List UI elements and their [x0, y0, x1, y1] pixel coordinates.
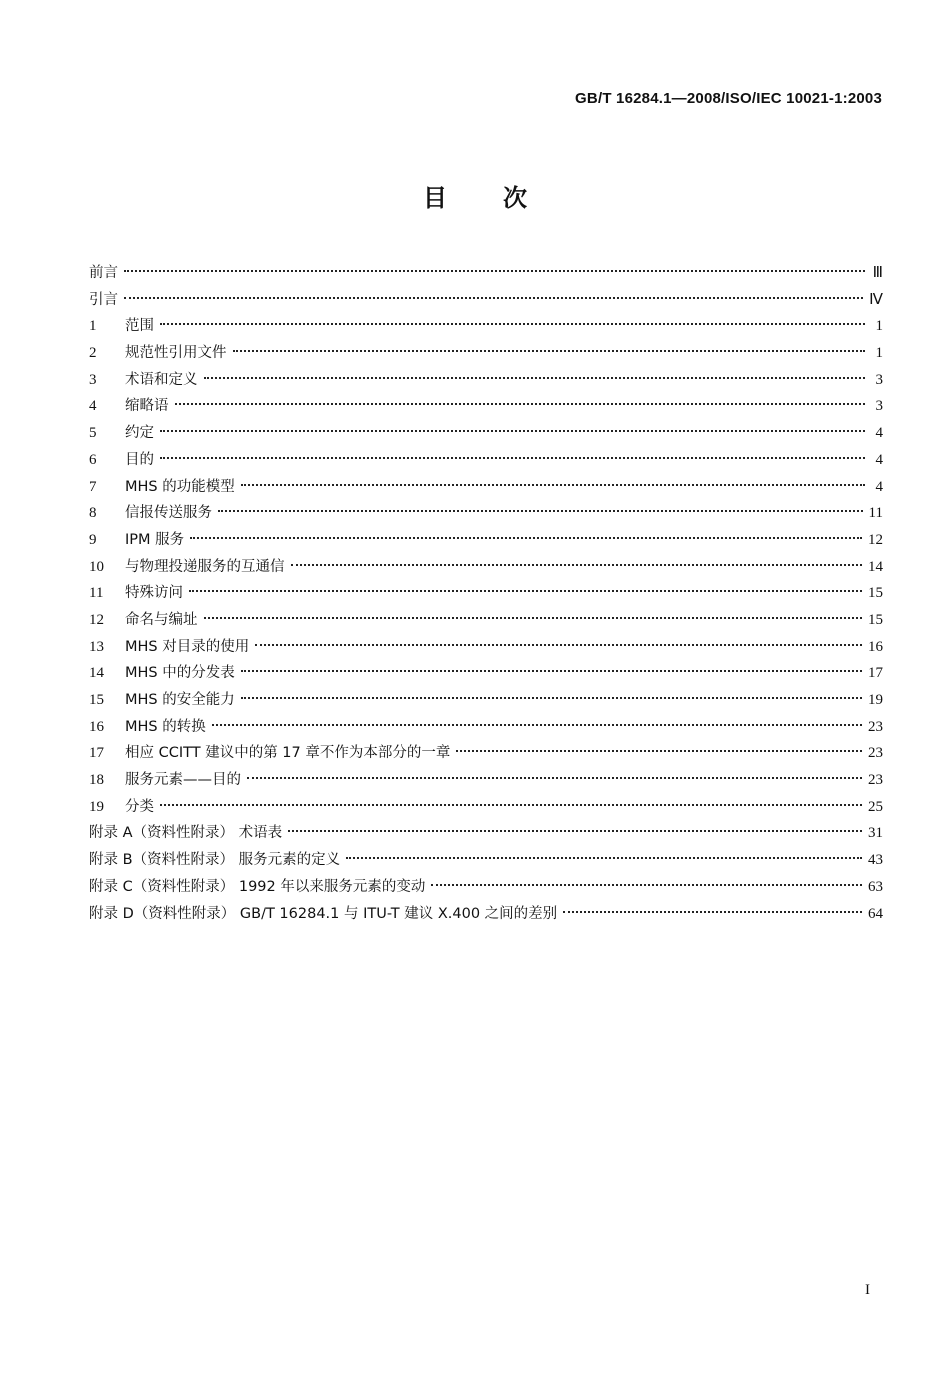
toc-entry-page: 63	[868, 878, 883, 895]
toc-entry-number: 3	[89, 371, 97, 388]
dot-leader	[255, 644, 862, 646]
toc-entry-page: 17	[868, 665, 883, 682]
toc-entry-label: 附录 B（资料性附录） 服务元素的定义	[89, 852, 341, 869]
toc-entry-label: 引言	[89, 291, 118, 308]
toc-entry[interactable]	[89, 714, 883, 741]
dot-leader	[124, 297, 863, 299]
dot-leader	[212, 724, 862, 726]
toc-entry-label: MHS 的转换	[125, 718, 206, 735]
dot-leader	[190, 537, 862, 539]
toc-entry-page: 23	[868, 718, 883, 735]
toc-entry-page: 14	[868, 558, 883, 575]
toc-entry[interactable]	[89, 901, 883, 928]
toc-entry-page: 23	[868, 772, 883, 789]
toc-entry[interactable]	[89, 340, 883, 367]
dot-leader	[124, 270, 865, 272]
toc-entry-number: 7	[89, 478, 97, 495]
page-number: I	[865, 1282, 870, 1298]
toc-entry[interactable]	[89, 607, 883, 634]
toc-entry[interactable]	[89, 500, 883, 527]
toc-entry-label: MHS 的功能模型	[125, 478, 235, 495]
toc-entry-number: 1	[89, 318, 97, 335]
toc-entry-label: 前言	[89, 265, 118, 281]
toc-entry[interactable]	[89, 260, 883, 287]
toc-entry-label: MHS 中的分发表	[125, 665, 235, 682]
toc-entry-number: 5	[89, 425, 97, 442]
dot-leader	[563, 911, 862, 913]
dot-leader	[218, 510, 863, 512]
dot-leader	[189, 590, 862, 592]
toc-entry-number: 8	[89, 505, 97, 522]
toc-entry[interactable]	[89, 367, 883, 394]
toc-entry[interactable]	[89, 874, 883, 901]
toc-entry[interactable]	[89, 687, 883, 714]
toc-entry-number: 6	[89, 451, 97, 468]
toc-entry[interactable]	[89, 820, 883, 847]
toc-entry-label: 目的	[125, 451, 154, 468]
toc-entry-label: 服务元素——目的	[125, 772, 241, 789]
toc-entry-label: 规范性引用文件	[125, 345, 227, 362]
dot-leader	[241, 697, 862, 699]
toc-entry-label: 缩略语	[125, 398, 169, 415]
toc-entry-label: 附录 A（资料性附录） 术语表	[89, 825, 283, 842]
toc-entry-label: MHS 对目录的使用	[125, 638, 250, 655]
toc-entry[interactable]	[89, 580, 883, 607]
toc-entry[interactable]	[89, 794, 883, 821]
toc-entry-label: 分类	[125, 798, 154, 815]
toc-entry[interactable]	[89, 420, 883, 447]
toc-entry-number: 11	[89, 585, 104, 602]
toc-entry-number: 2	[89, 345, 97, 362]
dot-leader	[431, 884, 862, 886]
toc-entry-page: 16	[868, 638, 883, 655]
toc-entry-number: 14	[89, 665, 104, 682]
dot-leader	[456, 750, 862, 752]
toc-entry-page: 31	[868, 825, 883, 842]
toc-entry-page: 12	[868, 531, 883, 548]
dot-leader	[160, 457, 865, 459]
toc-entry-page: 15	[868, 585, 883, 602]
dot-leader	[241, 670, 862, 672]
toc-entry[interactable]	[89, 554, 883, 581]
toc-entry-page: 4	[875, 451, 883, 468]
toc-entry-number: 15	[89, 692, 104, 708]
table-of-contents	[89, 260, 883, 927]
toc-entry-label: 范围	[125, 318, 154, 335]
toc-entry-label: 术语和定义	[125, 371, 198, 388]
toc-entry-page: Ⅳ	[869, 291, 883, 308]
toc-entry[interactable]	[89, 847, 883, 874]
toc-entry-label: 约定	[125, 425, 154, 442]
dot-leader	[160, 804, 862, 806]
standard-id-header: GB/T 16284.1—2008/ISO/IEC 10021-1:2003	[575, 90, 882, 107]
dot-leader	[175, 403, 866, 405]
toc-entry-label: 相应 CCITT 建议中的第 17 章不作为本部分的一章	[125, 745, 451, 762]
toc-entry-page: 64	[868, 905, 883, 922]
dot-leader	[346, 857, 862, 859]
toc-entry-number: 16	[89, 718, 104, 735]
dot-leader	[247, 777, 862, 779]
toc-entry-number: 18	[89, 772, 104, 789]
page-title	[0, 178, 950, 213]
toc-entry[interactable]	[89, 474, 883, 501]
toc-entry-number: 12	[89, 611, 104, 628]
dot-leader	[241, 484, 865, 486]
toc-entry[interactable]	[89, 527, 883, 554]
toc-entry-page: 23	[868, 745, 883, 762]
toc-entry-label: 特殊访问	[125, 585, 183, 602]
toc-entry-number: 13	[89, 638, 104, 655]
toc-entry[interactable]	[89, 287, 883, 314]
toc-entry-label: 附录 D（资料性附录） GB/T 16284.1 与 ITU-T 建议 X.400 之间的差别	[89, 905, 558, 922]
toc-entry-page: 25	[868, 798, 883, 815]
toc-entry-number: 17	[89, 745, 104, 762]
toc-entry-label: MHS 的安全能力	[125, 692, 235, 708]
toc-entry-page: 3	[875, 371, 883, 388]
dot-leader	[204, 377, 866, 379]
dot-leader	[160, 323, 865, 325]
toc-entry-number: 19	[89, 798, 104, 815]
title-char-1: 目	[423, 184, 447, 212]
toc-entry-page: 15	[868, 611, 883, 628]
toc-entry-number: 10	[89, 558, 104, 575]
toc-entry-page: 4	[875, 478, 883, 495]
toc-entry-label: 与物理投递服务的互通信	[125, 558, 285, 575]
toc-entry[interactable]	[89, 393, 883, 420]
dot-leader	[288, 830, 862, 832]
dot-leader	[233, 350, 866, 352]
toc-entry-label: 信报传送服务	[125, 505, 212, 522]
toc-entry-page: 11	[868, 505, 883, 522]
toc-entry-page: 43	[868, 852, 883, 869]
toc-entry-label: 命名与编址	[125, 611, 198, 628]
title-char-2: 次	[503, 184, 527, 212]
toc-entry-page: 1	[875, 318, 883, 335]
toc-entry[interactable]	[89, 660, 883, 687]
toc-entry-label: 附录 C（资料性附录） 1992 年以来服务元素的变动	[89, 878, 426, 895]
toc-entry-page: 1	[875, 345, 883, 362]
toc-entry-page: 4	[875, 425, 883, 442]
toc-entry[interactable]	[89, 767, 883, 794]
toc-entry-page: Ⅲ	[872, 265, 883, 281]
dot-leader	[160, 430, 865, 432]
toc-entry-label: IPM 服务	[125, 531, 185, 548]
dot-leader	[204, 617, 863, 619]
toc-entry-number: 9	[89, 531, 97, 548]
toc-entry[interactable]	[89, 447, 883, 474]
toc-entry[interactable]	[89, 634, 883, 661]
toc-entry-page: 3	[875, 398, 883, 415]
toc-entry-number: 4	[89, 398, 97, 415]
toc-entry[interactable]	[89, 740, 883, 767]
dot-leader	[291, 564, 863, 566]
toc-entry[interactable]	[89, 313, 883, 340]
toc-entry-page: 19	[868, 692, 883, 708]
